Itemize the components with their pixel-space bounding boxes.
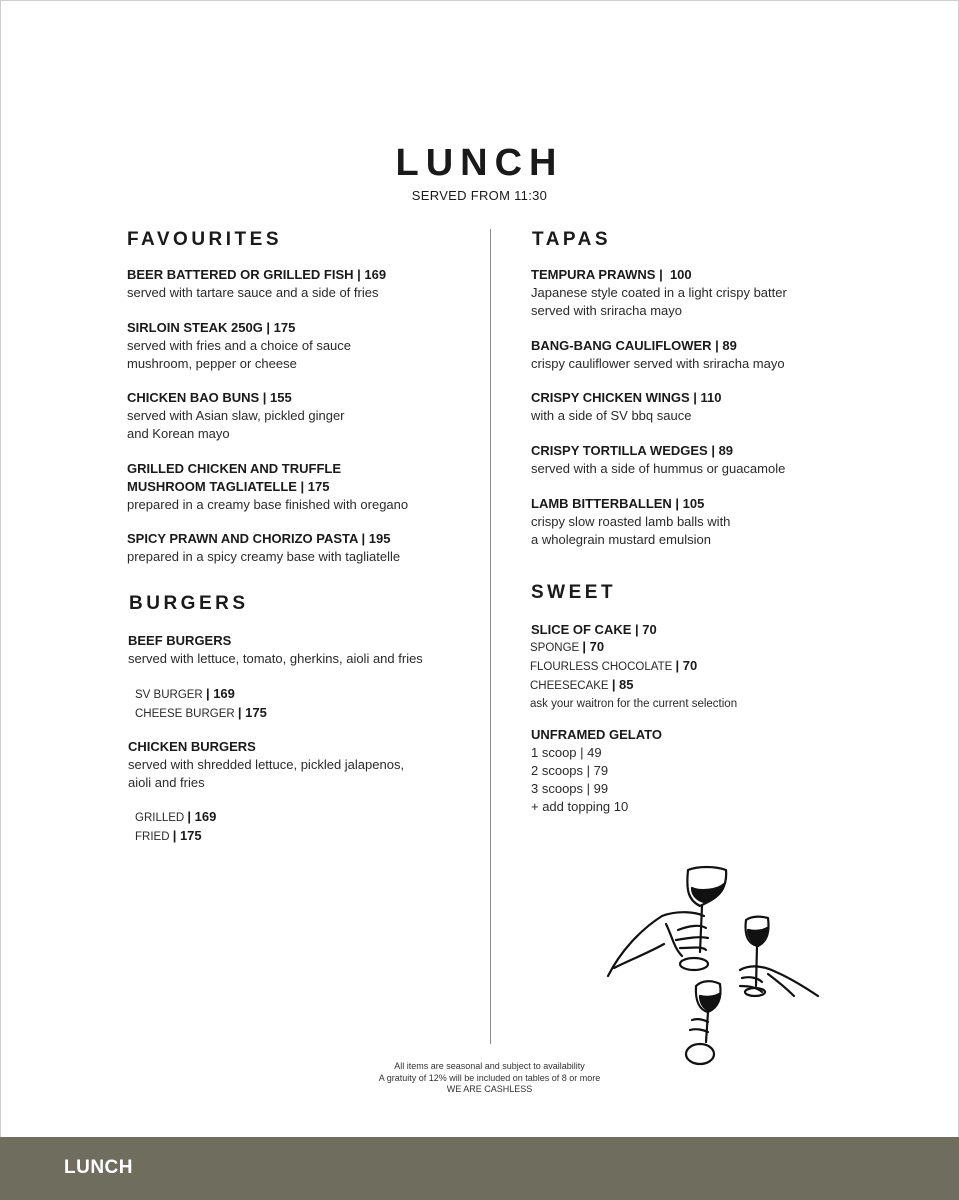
item-description: served with tartare sauce and a side of fries: [127, 285, 379, 300]
gelato-line: + add topping 10: [531, 799, 629, 814]
item-description: with a side of SV bbq sauce: [531, 408, 692, 423]
option-label: FRIED: [135, 831, 170, 843]
option-row: [530, 676, 737, 695]
menu-item: [127, 389, 345, 443]
item-name: SIRLOIN STEAK 250G | 175: [127, 320, 296, 335]
option-price: | 70: [675, 658, 698, 673]
item-name: CHICKEN BAO BUNS | 155: [127, 390, 292, 405]
item-description: prepared in a creamy base finished with oregano: [127, 497, 409, 512]
item-description: served with a side of hummus or guacamole: [531, 461, 786, 476]
menu-item: [127, 460, 408, 514]
sweet-heading: SWEET: [531, 582, 617, 603]
option-label: FLOURLESS CHOCOLATE: [530, 661, 673, 673]
gelato-line: 3 scoops | 99: [531, 781, 609, 796]
item-description: served with shredded lettuce, pickled jalapenos, aioli and fries: [128, 757, 405, 790]
column-divider: [490, 229, 491, 1044]
item-name: LAMB BITTERBALLEN | 105: [531, 496, 705, 511]
menu-item: [531, 266, 787, 320]
menu-item: [127, 319, 351, 373]
item-name: CRISPY TORTILLA WEDGES | 89: [531, 443, 734, 458]
item-description: served with lettuce, tomato, gherkins, aioli and fries: [128, 651, 423, 666]
option-price: | 175: [172, 828, 202, 843]
option-label: GRILLED: [135, 812, 185, 824]
burgers-heading: BURGERS: [129, 593, 249, 614]
option-price: | 169: [187, 809, 217, 824]
favourites-heading: FAVOURITES: [127, 229, 282, 250]
option-price: | 70: [582, 639, 605, 654]
menu-title: LUNCH: [395, 142, 564, 184]
option-row: [135, 704, 267, 723]
option-price: | 85: [611, 677, 634, 692]
footer-notes: [0, 1061, 959, 1096]
item-name: BEER BATTERED OR GRILLED FISH | 169: [127, 267, 387, 282]
option-price: | 175: [237, 705, 267, 720]
menu-item: [127, 266, 386, 302]
option-price: | 169: [205, 686, 235, 701]
option-note: ask your waitron for the current selection: [530, 698, 738, 710]
item-description: served with Asian slaw, pickled ginger and Korean mayo: [127, 408, 345, 441]
menu-item: [531, 337, 785, 373]
menu-item: [531, 389, 722, 425]
menu-item: [128, 738, 404, 792]
option-label: SPONGE: [530, 642, 580, 654]
option-row: [135, 827, 216, 846]
option-list: [135, 808, 216, 846]
menu-item: [531, 442, 785, 478]
hands-toasting-wine-glasses-icon: [600, 860, 830, 1075]
tapas-heading: TAPAS: [532, 229, 612, 250]
item-name: CRISPY CHICKEN WINGS | 110: [531, 390, 722, 405]
option-list: [530, 638, 737, 713]
item-description: crispy slow roasted lamb balls with a wholegrain mustard emulsion: [531, 514, 731, 547]
footer-note: All items are seasonal and subject to availability: [394, 1061, 585, 1071]
item-name: TEMPURA PRAWNS | 100: [531, 267, 692, 282]
gelato-line: 2 scoops | 79: [531, 763, 609, 778]
option-label: SV BURGER: [135, 689, 203, 701]
item-name: UNFRAMED GELATO: [531, 727, 662, 742]
option-row: [135, 808, 216, 827]
footer-note: WE ARE CASHLESS: [446, 1084, 533, 1094]
item-description: prepared in a spicy creamy base with tagliatelle: [127, 549, 401, 564]
item-description: crispy cauliflower served with sriracha mayo: [531, 356, 785, 371]
item-name: SPICY PRAWN AND CHORIZO PASTA | 195: [127, 531, 391, 546]
option-row: [530, 638, 737, 657]
footer-bar: [0, 1137, 959, 1200]
option-list: [135, 685, 267, 723]
item-name: CHICKEN BURGERS: [128, 739, 256, 754]
menu-item: [128, 632, 423, 668]
item-name: BEEF BURGERS: [128, 633, 232, 648]
option-label: CHEESECAKE: [530, 680, 609, 692]
option-row: [530, 657, 737, 676]
option-row: [135, 685, 267, 704]
footer-bar-label: LUNCH: [64, 1157, 133, 1178]
menu-item: [531, 726, 662, 816]
menu-item: [127, 530, 400, 566]
item-name: SLICE OF CAKE | 70: [531, 622, 657, 637]
menu-subtitle: SERVED FROM 11:30: [411, 188, 548, 203]
item-description: served with fries and a choice of sauce mushroom, pepper or cheese: [127, 338, 352, 371]
item-description: Japanese style coated in a light crispy batter served with sriracha mayo: [531, 285, 787, 318]
item-name: GRILLED CHICKEN AND TRUFFLE MUSHROOM TAGLIATELLE | 175: [127, 461, 342, 494]
gelato-line: 1 scoop | 49: [531, 745, 602, 760]
option-label: CHEESE BURGER: [135, 708, 235, 720]
menu-item: [531, 621, 657, 639]
item-name: BANG-BANG CAULIFLOWER | 89: [531, 338, 737, 353]
menu-item: [531, 495, 730, 549]
footer-note: A gratuity of 12% will be included on tables of 8 or more: [378, 1072, 601, 1083]
